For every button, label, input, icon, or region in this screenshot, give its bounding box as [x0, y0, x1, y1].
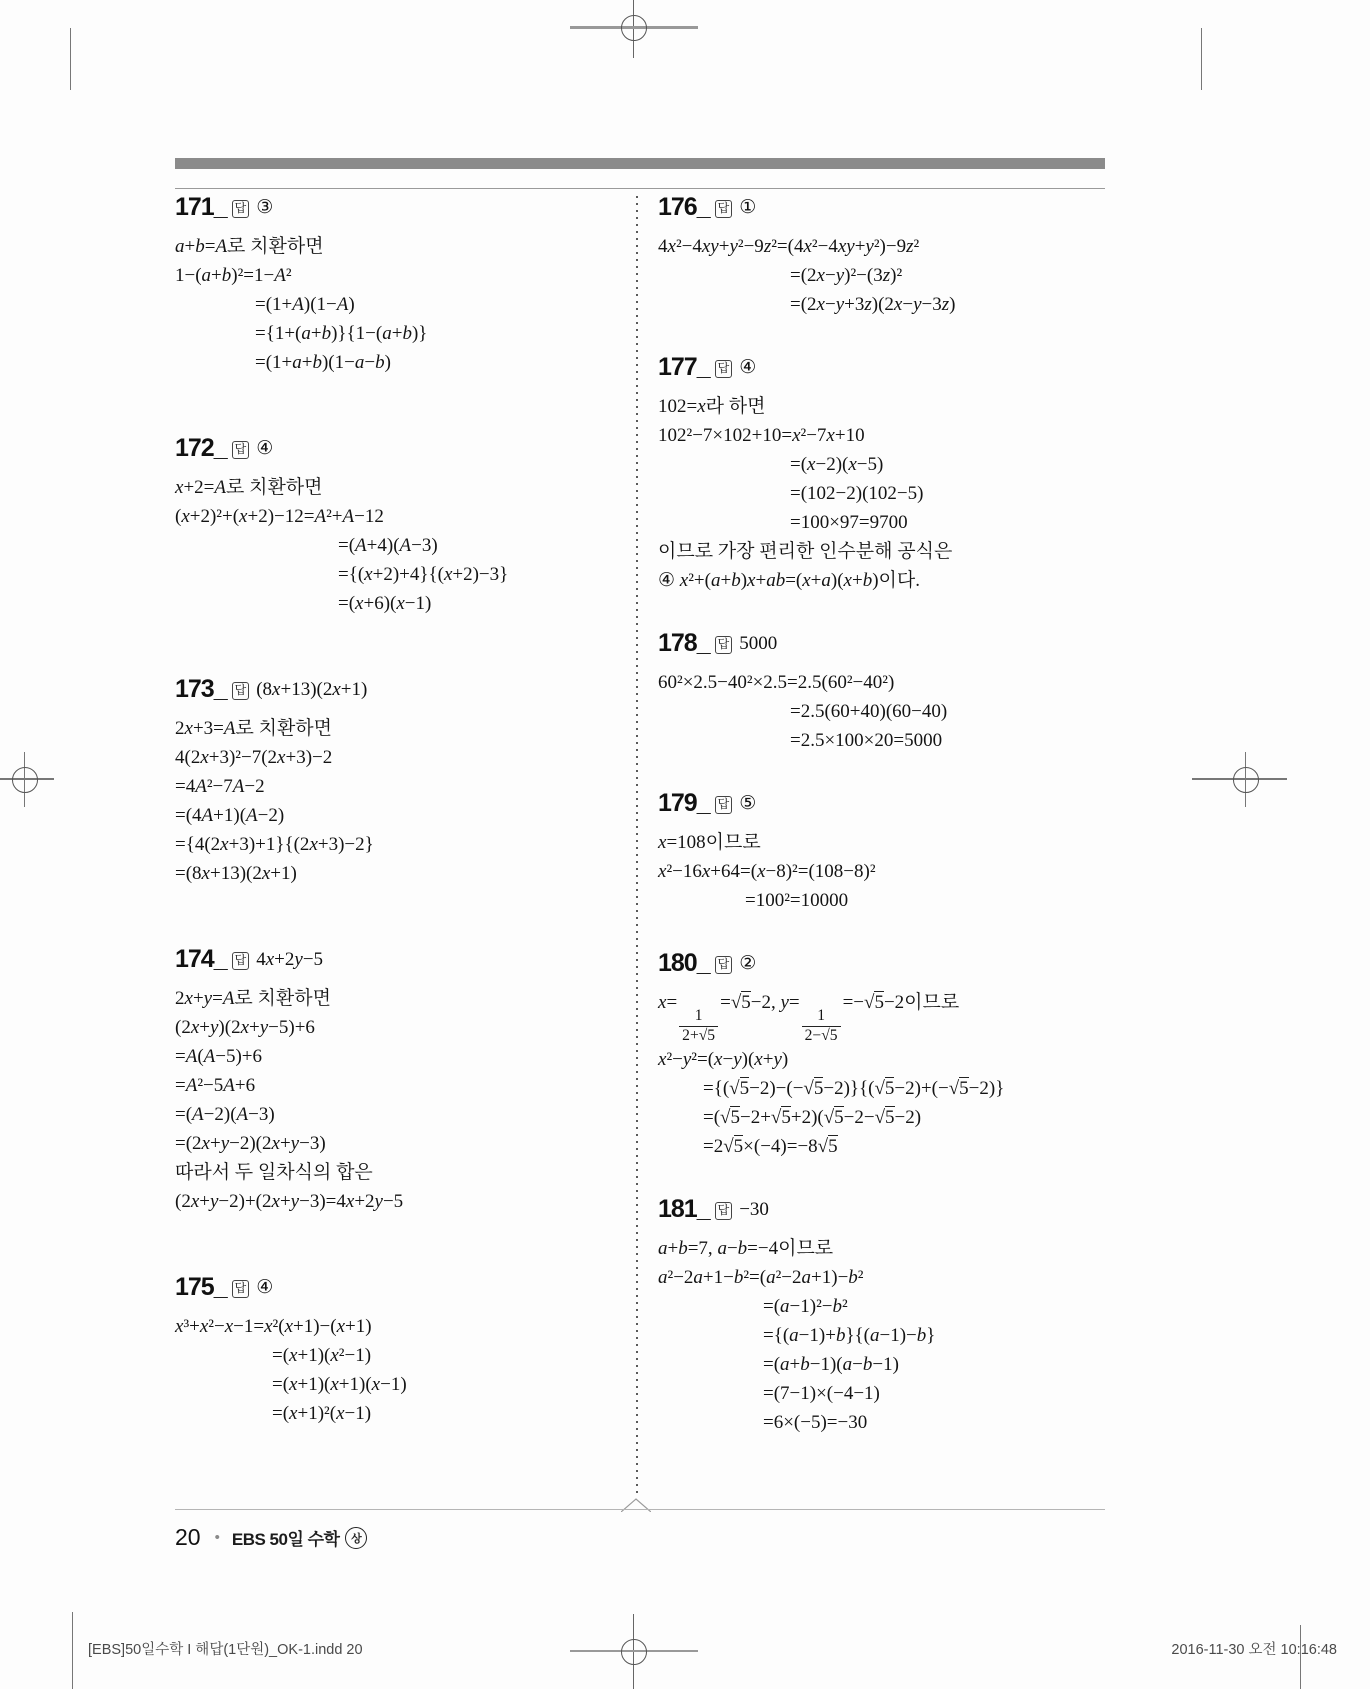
- book-title: EBS 50일 수학: [231, 1530, 340, 1549]
- solution-line: =6×(−5)=−30: [763, 1412, 868, 1434]
- solution-line: ④ x²+(a+b)x+ab=(x+a)(x+b)이다.: [658, 570, 920, 591]
- registration-mark-right-circle: [1233, 767, 1259, 793]
- solution-line: a²−2a+1−b²=(a²−2a+1)−b²: [658, 1267, 864, 1289]
- answer-badge: 답: [715, 956, 733, 974]
- solution-line: =100²=10000: [745, 890, 849, 911]
- left-column: [175, 193, 633, 1485]
- problem-header: [658, 193, 1123, 222]
- answer-badge: 답: [715, 360, 733, 378]
- answer-badge: 답: [232, 441, 250, 459]
- answer-value: ④: [256, 1277, 274, 1298]
- solution-line: 1−(a+b)²=1−A²: [175, 265, 292, 286]
- problem-175: [175, 1273, 633, 1428]
- problem-header: [658, 1195, 1123, 1224]
- problem-number: 181_: [658, 1195, 710, 1224]
- solution-line: =A(A−5)+6: [175, 1046, 263, 1067]
- solution-line: =(102−2)(102−5): [790, 483, 924, 504]
- column-divider: [636, 196, 638, 1496]
- fraction: $\frac{1}{2+√5}$: [679, 1007, 718, 1045]
- problem-number: 172_: [175, 434, 227, 462]
- problem-181: [658, 1195, 1123, 1437]
- solution-line: 이므로 가장 편리한 인수분해 공식은: [658, 541, 953, 562]
- solution-line: =(2x−y+3z)(2x−y−3z): [790, 294, 956, 315]
- registration-mark-left-circle: [12, 767, 38, 793]
- solution-line: =(7−1)×(−4−1): [763, 1383, 880, 1405]
- trim-mark-top-left: [70, 28, 71, 90]
- answer-badge: 답: [232, 200, 250, 218]
- problem-179: [658, 789, 1123, 915]
- registration-mark-top-circle: [621, 15, 647, 41]
- answer-badge: 답: [715, 1202, 733, 1220]
- solution-line: x=108이므로: [658, 832, 761, 853]
- problem-number: 175_: [175, 1273, 227, 1301]
- answer-badge: 답: [232, 952, 250, 970]
- header-rule-thick: [175, 158, 1105, 169]
- answer-badge: 답: [232, 682, 250, 700]
- problem-171: [175, 193, 633, 377]
- print-file-name: [EBS]50일수학 I 해답(1단원)_OK-1.indd 20: [88, 1642, 363, 1658]
- solution-line: =2√5×(−4)=−8√5: [703, 1136, 838, 1158]
- problem-177: [658, 353, 1123, 595]
- trim-mark-bottom-left: [72, 1612, 73, 1689]
- answer-value: ⑤: [739, 793, 757, 814]
- answer-value: ③: [256, 197, 274, 218]
- solution-line: =(√5−2+√5+2)(√5−2−√5−2): [703, 1107, 922, 1129]
- solution-line: ={4(2x+3)+1}{(2x+3)−2}: [175, 834, 374, 855]
- volume-badge: 상: [345, 1527, 367, 1549]
- solution-line: 2x+y=A로 치환하면: [175, 988, 331, 1009]
- footer-rule: [175, 1509, 1105, 1510]
- solution-line: a+b=A로 치환하면: [175, 236, 324, 257]
- answer-value: ④: [256, 438, 274, 459]
- print-timestamp: 2016-11-30 오전 10:16:48: [1171, 1642, 1337, 1658]
- problem-180: [658, 949, 1123, 1161]
- problem-174: [175, 945, 633, 1216]
- solution-line: =(A−2)(A−3): [175, 1104, 275, 1125]
- answer-value: 4x+2y−5: [256, 948, 324, 970]
- answer-value: ①: [739, 197, 757, 218]
- answer-badge: 답: [715, 796, 733, 814]
- problem-header: [658, 353, 1123, 382]
- problem-number: 177_: [658, 353, 710, 381]
- answer-value: 5000: [739, 632, 778, 654]
- solution-line: =(x+6)(x−1): [338, 593, 432, 614]
- problem-header: [175, 193, 633, 222]
- solution-line: x²−y²=(x−y)(x+y): [658, 1049, 789, 1071]
- problem-number: 179_: [658, 789, 710, 817]
- problem-number: 180_: [658, 949, 710, 977]
- solution-line: 102=x라 하면: [658, 396, 766, 417]
- solution-line: =(8x+13)(2x+1): [175, 863, 297, 884]
- solution-line: =100×97=9700: [790, 512, 908, 533]
- answer-badge: 답: [232, 1280, 250, 1298]
- trim-mark-top-right: [1201, 28, 1202, 90]
- problem-172: [175, 434, 633, 618]
- problem-number: 174_: [175, 945, 227, 973]
- solution-line: (x+2)²+(x+2)−12=A²+A−12: [175, 506, 384, 527]
- problem-176: [658, 193, 1123, 319]
- solution-line: =(x−2)(x−5): [790, 454, 884, 475]
- problem-header: [175, 434, 633, 463]
- solution-line: a+b=7, a−b=−4이므로: [658, 1238, 834, 1260]
- solution-line: =2.5(60+40)(60−40): [790, 701, 948, 722]
- problem-header: [175, 1273, 633, 1302]
- solution-line: x= $\frac{1}{2+√5}$ =√5−2, y= $\frac{1}{2-√5}$ =−√5−2이므로: [658, 992, 960, 1044]
- problem-173: [175, 675, 633, 888]
- solution-line: =(x+1)²(x−1): [272, 1403, 372, 1424]
- solution-line: =(x+1)(x²−1): [272, 1345, 372, 1366]
- answer-value: ④: [739, 357, 757, 378]
- solution-line: =2.5×100×20=5000: [790, 730, 943, 751]
- page-footer: [175, 1524, 367, 1551]
- solution-line: (2x+y−2)+(2x+y−3)=4x+2y−5: [175, 1191, 404, 1212]
- solution-line: =(A+4)(A−3): [338, 535, 438, 556]
- problem-header: [658, 949, 1123, 978]
- answer-value: (8x+13)(2x+1): [256, 678, 368, 700]
- answer-value: ②: [739, 953, 757, 974]
- answer-badge: 답: [715, 636, 733, 654]
- problem-number: 178_: [658, 629, 710, 657]
- solution-line: =(4A+1)(A−2): [175, 805, 285, 826]
- solution-line: 60²×2.5−40²×2.5=2.5(60²−40²): [658, 672, 895, 693]
- right-column: [658, 193, 1123, 1471]
- solution-line: 4x²−4xy+y²−9z²=(4x²−4xy+y²)−9z²: [658, 236, 920, 257]
- solution-line: ={1+(a+b)}{1−(a+b)}: [255, 323, 428, 344]
- problem-header: [175, 945, 633, 974]
- problem-number: 176_: [658, 193, 710, 221]
- problem-header: [175, 675, 633, 704]
- problem-header: [658, 789, 1123, 818]
- page-number: 20: [175, 1524, 201, 1550]
- solution-line: ={(x+2)+4}{(x+2)−3}: [338, 564, 509, 585]
- solution-line: x³+x²−x−1=x²(x+1)−(x+1): [175, 1316, 372, 1337]
- solution-line: =(2x−y)²−(3z)²: [790, 265, 903, 286]
- solution-line: 따라서 두 일차식의 합은: [175, 1162, 373, 1183]
- solution-line: =(1+A)(1−A): [255, 294, 355, 315]
- problem-number: 173_: [175, 675, 227, 703]
- solution-line: (2x+y)(2x+y−5)+6: [175, 1017, 315, 1038]
- solution-line: x+2=A로 치환하면: [175, 477, 323, 498]
- solution-line: 2x+3=A로 치환하면: [175, 718, 333, 739]
- solution-line: 102²−7×102+10=x²−7x+10: [658, 425, 865, 446]
- solution-line: ={(a−1)+b}{(a−1)−b}: [763, 1325, 936, 1347]
- solution-line: =(1+a+b)(1−a−b): [255, 352, 391, 373]
- solution-line: =(a−1)²−b²: [763, 1296, 848, 1318]
- solution-line: ={(√5−2)−(−√5−2)}{(√5−2)+(−√5−2)}: [703, 1078, 1005, 1100]
- solution-line: =(a+b−1)(a−b−1): [763, 1354, 899, 1376]
- answer-badge: 답: [715, 200, 733, 218]
- solution-line: =A²−5A+6: [175, 1075, 256, 1096]
- registration-mark-bottom-circle: [621, 1639, 647, 1665]
- solution-line: =(x+1)(x+1)(x−1): [272, 1374, 407, 1395]
- header-rule-thin: [175, 188, 1105, 189]
- footer-bullet: •: [214, 1529, 220, 1546]
- problem-number: 171_: [175, 193, 227, 221]
- solution-line: x²−16x+64=(x−8)²=(108−8)²: [658, 861, 876, 882]
- answer-value: −30: [739, 1198, 769, 1220]
- fraction: $\frac{1}{2-√5}$: [802, 1007, 841, 1045]
- solution-line: 4(2x+3)²−7(2x+3)−2: [175, 747, 333, 768]
- solution-line: =4A²−7A−2: [175, 776, 265, 797]
- problem-header: [658, 629, 1123, 658]
- problem-178: [658, 629, 1123, 755]
- solution-line: =(2x+y−2)(2x+y−3): [175, 1133, 326, 1154]
